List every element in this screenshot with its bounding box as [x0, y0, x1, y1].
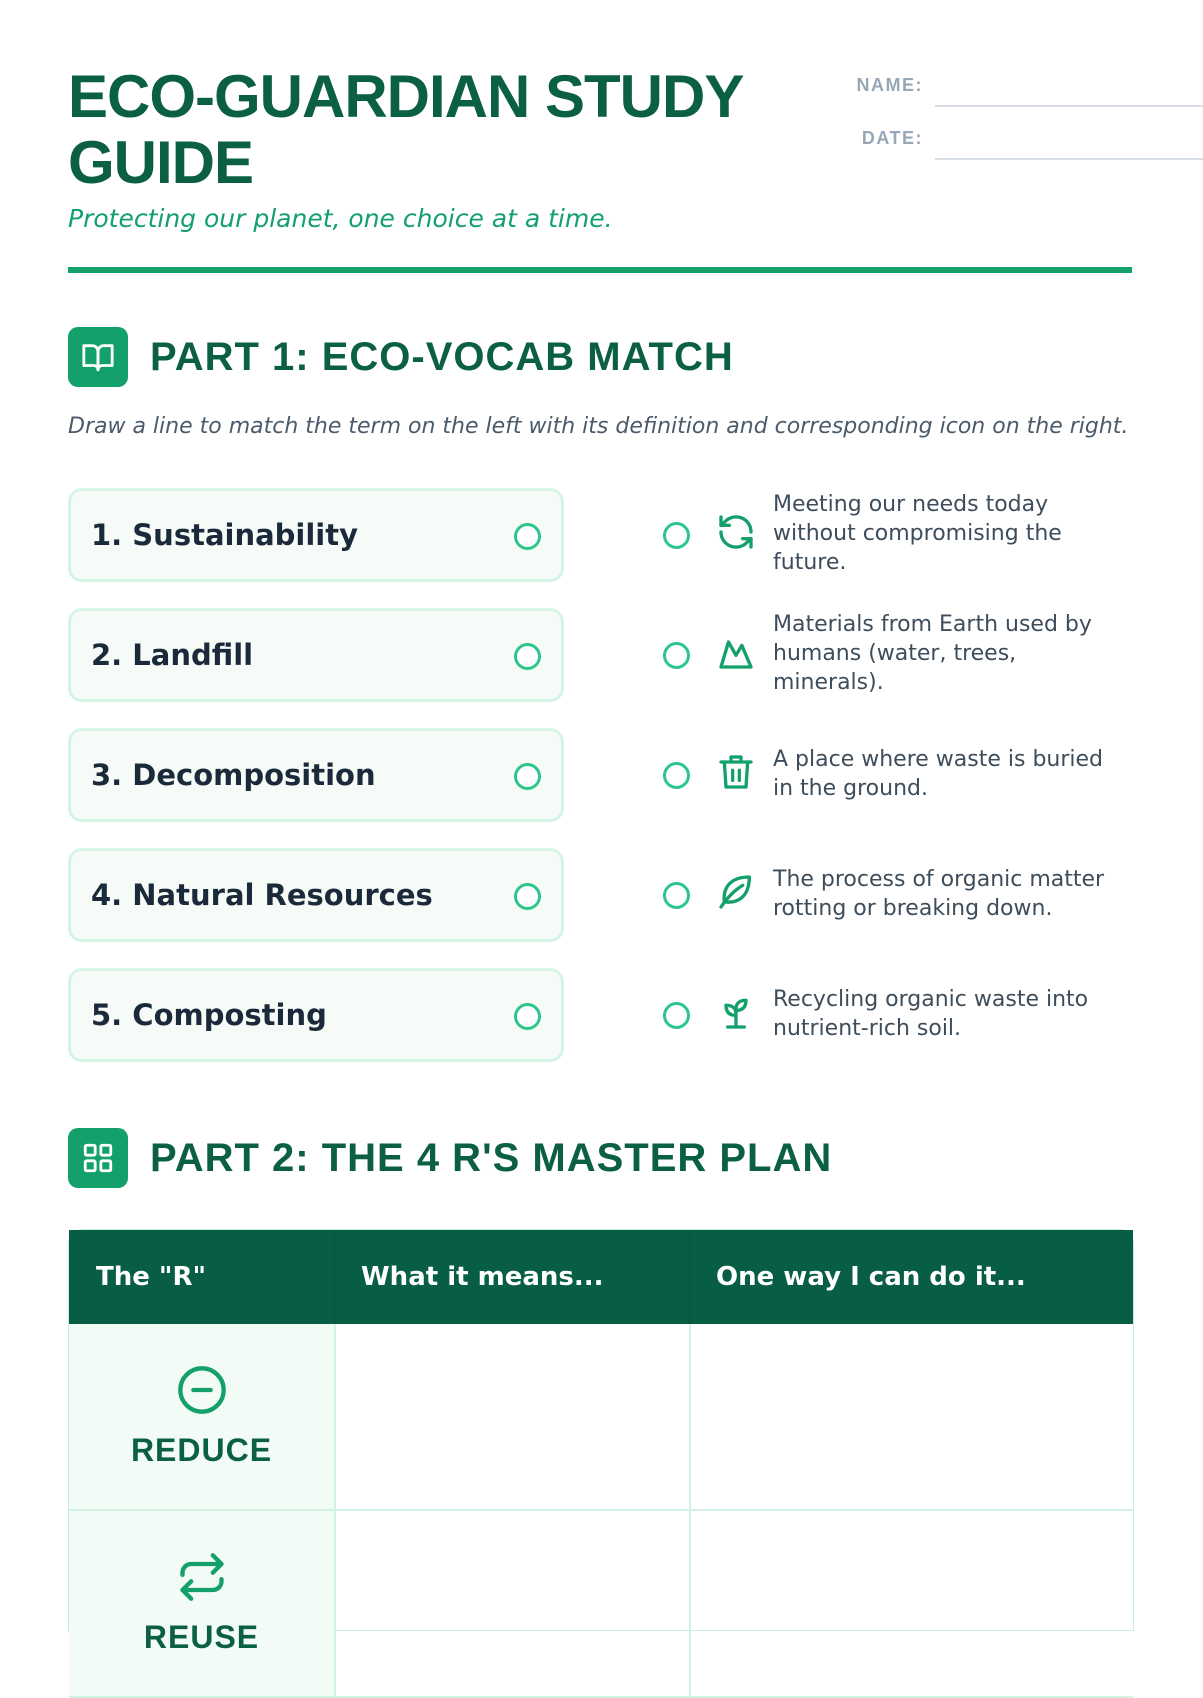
- part2-title: PART 2: THE 4 R'S MASTER PLAN: [150, 1135, 833, 1180]
- page-subtitle: Protecting our planet, one choice at a time.: [68, 204, 613, 233]
- definition-text: Recycling organic waste into nutrient-rich soil.: [773, 987, 1089, 1041]
- open-book-icon: [68, 327, 128, 387]
- action-cell[interactable]: [691, 1324, 1133, 1509]
- term-label: 4. Natural Resources: [91, 878, 433, 912]
- term-card: [68, 728, 564, 822]
- study-guide-page: [68, 0, 1132, 1655]
- term-connector-dot[interactable]: [514, 1003, 541, 1030]
- refresh-cycle-icon: [716, 512, 756, 552]
- four-rs-table: [68, 1229, 1134, 1655]
- term-card: [68, 488, 564, 582]
- name-field[interactable]: [758, 72, 1203, 125]
- trash-can-icon: [716, 752, 756, 792]
- definition-text: Meeting our needs today without compromising the future.: [773, 492, 1062, 575]
- table-row: [69, 1511, 1133, 1698]
- term-card: [68, 968, 564, 1062]
- r-label: REUSE: [143, 1619, 260, 1655]
- definition-text: Materials from Earth used by humans (water, trees, minerals).: [773, 612, 1092, 695]
- part1-title: PART 1: ECO-VOCAB MATCH: [150, 334, 734, 379]
- sprout-icon: [716, 992, 756, 1032]
- column-header: One way I can do it...: [716, 1262, 1026, 1292]
- term-card: [68, 608, 564, 702]
- term-label: 5. Composting: [91, 998, 327, 1032]
- grid-icon: [68, 1128, 128, 1188]
- meaning-cell[interactable]: [336, 1511, 689, 1696]
- definition-text: The process of organic matter rotting or breaking down.: [773, 867, 1105, 921]
- header-divider: [68, 267, 1132, 273]
- table-row: [69, 1324, 1133, 1511]
- date-line[interactable]: [935, 158, 1203, 160]
- column-header: What it means...: [361, 1262, 604, 1292]
- student-info-fields: [758, 72, 1203, 178]
- r-label: REDUCE: [130, 1432, 273, 1468]
- definition-connector-dot[interactable]: [663, 522, 690, 549]
- definition-text: A place where waste is buried in the ground.: [773, 747, 1104, 801]
- term-connector-dot[interactable]: [514, 523, 541, 550]
- date-label: DATE:: [861, 128, 923, 148]
- repeat-arrows-icon: [176, 1551, 228, 1603]
- minus-circle-icon: [176, 1364, 228, 1416]
- column-header: The "R": [96, 1262, 207, 1292]
- part1-instructions: Draw a line to match the term on the left with its definition and corresponding icon on the right.: [68, 414, 1129, 439]
- term-label: 3. Decomposition: [91, 758, 376, 792]
- part1-heading: [68, 327, 734, 387]
- r-cell: [69, 1511, 336, 1696]
- term-label: 2. Landfill: [91, 638, 254, 672]
- part2-heading: [68, 1128, 832, 1188]
- match-row: [68, 608, 1132, 700]
- mountain-icon: [716, 632, 756, 672]
- match-row: [68, 848, 1132, 940]
- match-row: [68, 968, 1132, 1060]
- table-header: [69, 1230, 1133, 1324]
- term-label: 1. Sustainability: [91, 518, 359, 552]
- definition-connector-dot[interactable]: [663, 1002, 690, 1029]
- term-connector-dot[interactable]: [514, 763, 541, 790]
- date-field[interactable]: [758, 125, 1203, 178]
- definition-connector-dot[interactable]: [663, 762, 690, 789]
- page-title: ECO-GUARDIAN STUDY GUIDE: [68, 63, 743, 196]
- leaf-icon: [716, 872, 756, 912]
- action-cell[interactable]: [691, 1511, 1133, 1696]
- term-connector-dot[interactable]: [514, 643, 541, 670]
- name-label: NAME:: [856, 75, 923, 95]
- definition-connector-dot[interactable]: [663, 882, 690, 909]
- term-connector-dot[interactable]: [514, 883, 541, 910]
- match-row: [68, 728, 1132, 820]
- meaning-cell[interactable]: [336, 1324, 689, 1509]
- definition-connector-dot[interactable]: [663, 642, 690, 669]
- r-cell: [69, 1324, 336, 1509]
- match-row: [68, 488, 1132, 580]
- term-card: [68, 848, 564, 942]
- name-line[interactable]: [935, 105, 1203, 107]
